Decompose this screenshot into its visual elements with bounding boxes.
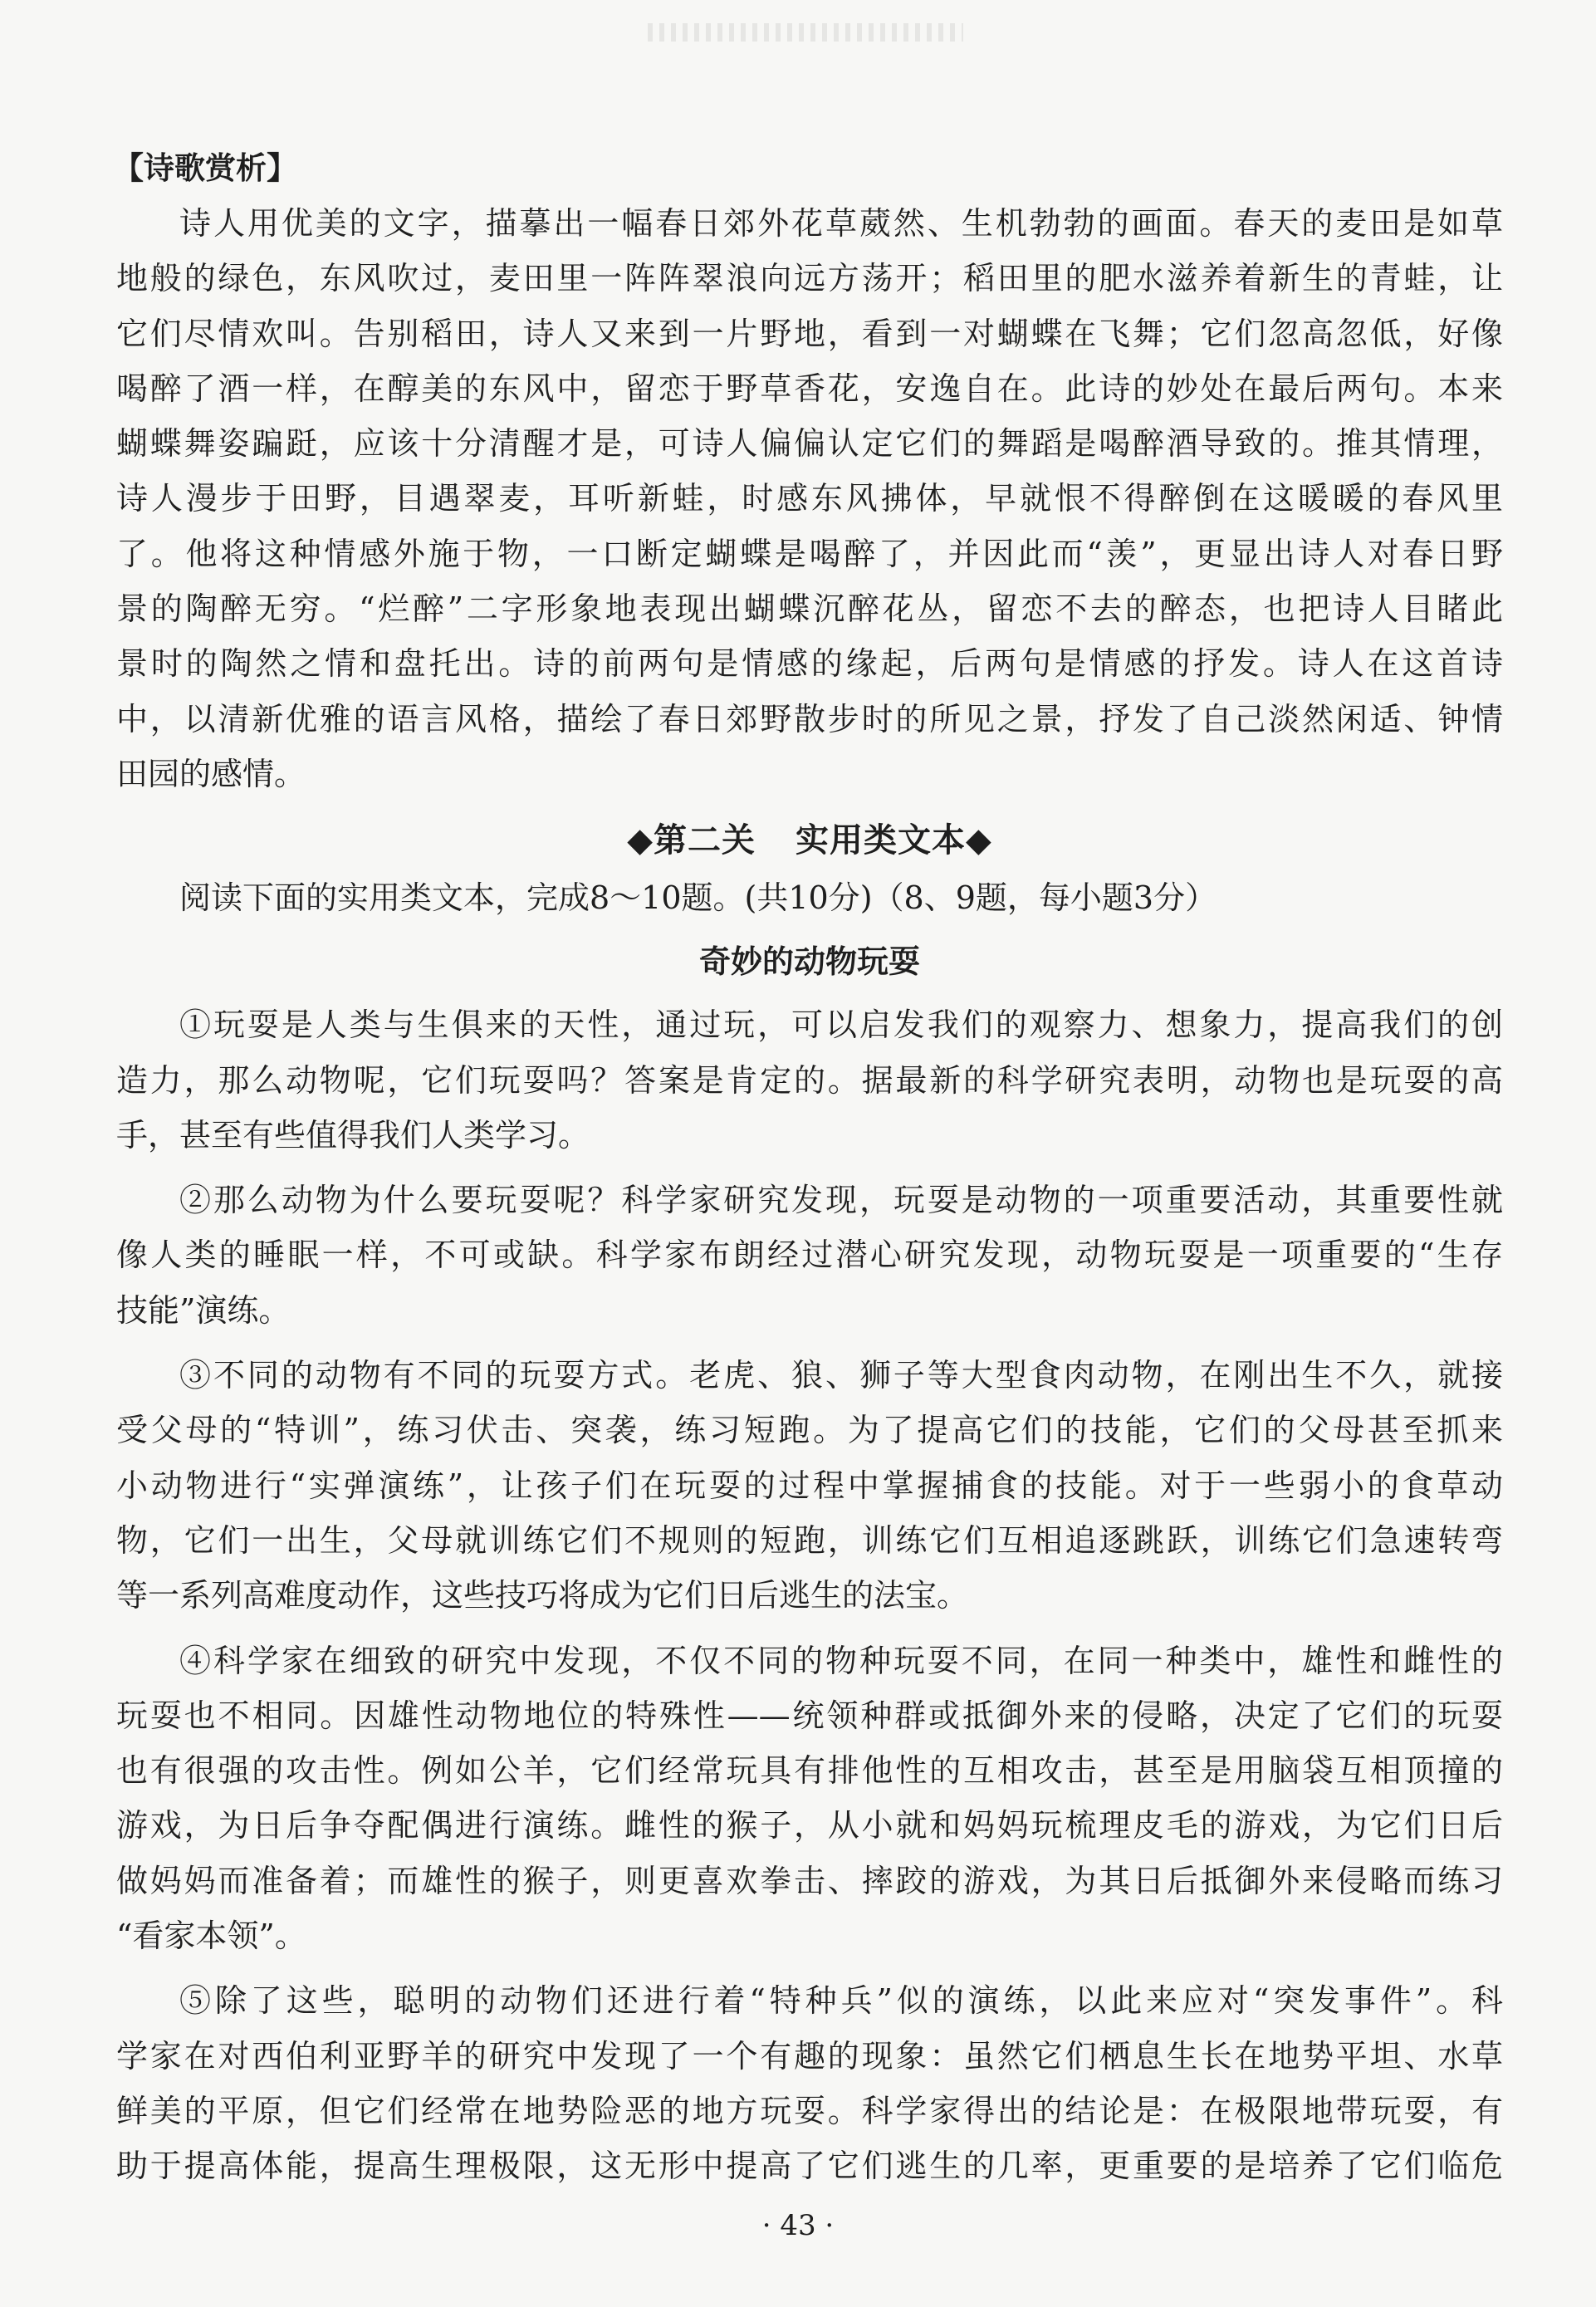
article-paragraph-3 bbox=[116, 1348, 1503, 1623]
article-paragraph-1 bbox=[116, 997, 1503, 1163]
article-paragraph-5 bbox=[116, 1973, 1503, 2193]
scan-artifact bbox=[648, 23, 963, 42]
text-line: 景时的陶然之情和盘托出。诗的前两句是情感的缘起，后两句是情感的抒发。诗人在这首诗 bbox=[116, 645, 1503, 683]
part-two-heading-left: ◆第二关 bbox=[627, 821, 756, 860]
text-line: 助于提高体能，提高生理极限，这无形中提高了它们逃生的几率，更重要的是培养了它们临危 bbox=[116, 2148, 1503, 2185]
text-line: 游戏，为日后争夺配偶进行演练。雌性的猴子，从小就和妈妈玩梳理皮毛的游戏，为它们日后 bbox=[116, 1807, 1503, 1844]
text-line: 田园的感情。 bbox=[116, 755, 306, 792]
part-two-heading bbox=[116, 811, 1503, 869]
article-title: 奇妙的动物玩耍 bbox=[698, 943, 920, 981]
section-label-poetry-appreciation: 【诗歌赏析】 bbox=[113, 150, 297, 186]
text-line: 蝴蝶舞姿蹁跹，应该十分清醒才是，可诗人偏偏认定它们的舞蹈是喝醉酒导致的。推其情理， bbox=[116, 425, 1503, 463]
text-line: 物，它们一出生，父母就训练它们不规则的短跑，训练它们互相追逐跳跃，训练它们急速转弯 bbox=[116, 1521, 1503, 1559]
text-line: 它们尽情欢叫。告别稻田，诗人又来到一片野地，看到一对蝴蝶在飞舞；它们忽高忽低，好像 bbox=[116, 315, 1503, 352]
text-line: ②那么动物为什么要玩耍呢？科学家研究发现，玩耍是动物的一项重要活动，其重要性就 bbox=[179, 1182, 1503, 1219]
text-line: 地般的绿色，东风吹过，麦田里一阵阵翠浪向远方荡开；稻田里的肥水滋养着新生的青蛙，让 bbox=[116, 260, 1503, 297]
part-two-heading-right: 实用类文本◆ bbox=[796, 821, 992, 860]
text-line: 鲜美的平原，但它们经常在地势险恶的地方玩耍。科学家得出的结论是：在极限地带玩耍，有 bbox=[116, 2092, 1503, 2129]
text-line: ①玩耍是人类与生俱来的天性，通过玩，可以启发我们的观察力、想象力，提高我们的创 bbox=[179, 1007, 1503, 1044]
text-line: 景的陶醉无穷。“烂醉”二字形象地表现出蝴蝶沉醉花丛，留恋不去的醉态，也把诗人目睹此 bbox=[116, 590, 1503, 628]
page-content bbox=[113, 141, 1503, 2204]
text-line: 了。他将这种情感外施于物，一口断定蝴蝶是喝醉了，并因此而“羡”，更显出诗人对春日野 bbox=[116, 535, 1503, 572]
text-line: ④科学家在细致的研究中发现，不仅不同的物种玩耍不同，在同一种类中，雄性和雌性的 bbox=[179, 1642, 1503, 1679]
text-line: 中，以清新优雅的语言风格，描绘了春日郊野散步时的所见之景，抒发了自己淡然闲适、钟情 bbox=[116, 700, 1503, 737]
text-line: 也有很强的攻击性。例如公羊，它们经常玩具有排他性的互相攻击，甚至是用脑袋互相顶撞的 bbox=[116, 1752, 1503, 1790]
text-line: ⑤除了这些，聪明的动物们还进行着“特种兵”似的演练，以此来应对“突发事件”。科 bbox=[179, 1982, 1503, 2020]
text-line: 诗人用优美的文字，描摹出一幅春日郊外花草葳然、生机勃勃的画面。春天的麦田是如草 bbox=[179, 205, 1503, 242]
text-line: ③不同的动物有不同的玩耍方式。老虎、狼、狮子等大型食肉动物，在刚出生不久，就接 bbox=[179, 1357, 1503, 1394]
text-line: 学家在对西伯利亚野羊的研究中发现了一个有趣的现象：虽然它们栖息生长在地势平坦、水草 bbox=[116, 2037, 1503, 2074]
article-paragraph-2 bbox=[116, 1173, 1503, 1338]
text-line: 技能”演练。 bbox=[116, 1291, 291, 1329]
text-line: 受父母的“特训”，练习伏击、突袭，练习短跑。为了提高它们的技能，它们的父母甚至抓来 bbox=[116, 1412, 1503, 1449]
question-instruction: 阅读下面的实用类文本，完成8～10题。(共10分)（8、9题，每小题3分） bbox=[179, 879, 1217, 917]
text-line: 喝醉了酒一样，在醇美的东风中，留恋于野草香花，安逸自在。此诗的妙处在最后两句。本来 bbox=[116, 370, 1503, 407]
appreciation-paragraph bbox=[116, 196, 1503, 801]
page-number: · 43 · bbox=[761, 2209, 835, 2242]
article-paragraph-4 bbox=[116, 1634, 1503, 1964]
text-line: “看家本领”。 bbox=[116, 1918, 306, 1955]
text-line: 诗人漫步于田野，目遇翠麦，耳听新蛙，时感东风拂体，早就恨不得醉倒在这暖暖的春风里 bbox=[116, 480, 1503, 517]
text-line: 做妈妈而准备着；而雄性的猴子，则更喜欢拳击、摔跤的游戏，为其日后抵御外来侵略而练习 bbox=[116, 1862, 1503, 1899]
text-line: 小动物进行“实弹演练”，让孩子们在玩耍的过程中掌握捕食的技能。对于一些弱小的食草动 bbox=[116, 1467, 1503, 1504]
text-line: 手，甚至有些值得我们人类学习。 bbox=[116, 1116, 590, 1154]
text-line: 等一系列高难度动作，这些技巧将成为它们日后逃生的法宝。 bbox=[116, 1577, 969, 1614]
text-line: 玩耍也不相同。因雄性动物地位的特殊性——统领种群或抵御外来的侵略，决定了它们的玩耍 bbox=[116, 1697, 1503, 1734]
text-line: 造力，那么动物呢，它们玩耍吗？答案是肯定的。据最新的科学研究表明，动物也是玩耍的高 bbox=[116, 1061, 1503, 1099]
text-line: 像人类的睡眠一样，不可或缺。科学家布朗经过潜心研究发现，动物玩耍是一项重要的“生存 bbox=[116, 1237, 1503, 1274]
